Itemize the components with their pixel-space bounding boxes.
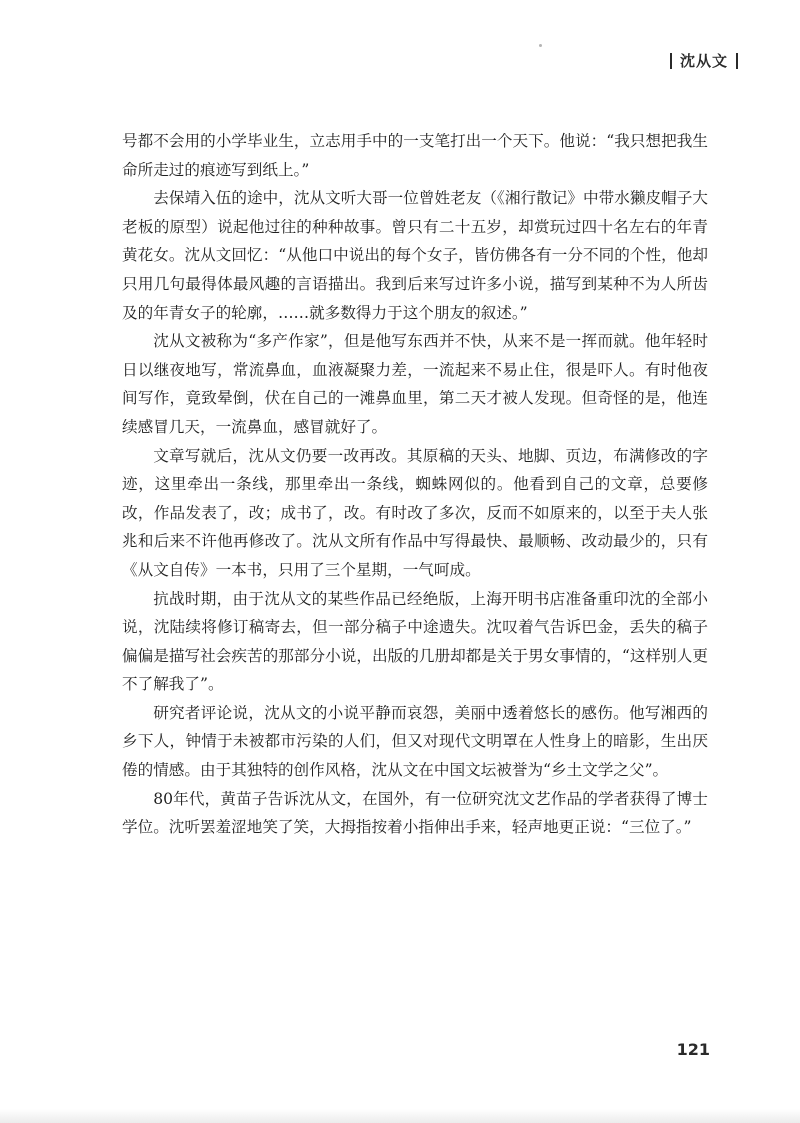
paragraph: 抗战时期，由于沈从文的某些作品已经绝版，上海开明书店准备重印沈的全部小说，沈陆续将修订稿寄去，但一部分稿子中途遗失。沈叹着气告诉巴金，丢失的稿子偏偏是描写社会疾苦的那部分小说，出版的几册却都是关于男女事情的，“这样别人更不了解我了”。 bbox=[122, 589, 708, 694]
running-header bbox=[670, 50, 738, 71]
paragraph: 80年代，黄苗子告诉沈从文，在国外，有一位研究沈文艺作品的学者获得了博士学位。沈听罢羞涩地笑了笑，大拇指按着小指伸出手来，轻声地更正说：“三位了。” bbox=[122, 789, 708, 837]
page-number: 121 bbox=[676, 1040, 710, 1059]
page-bottom-edge bbox=[0, 1109, 800, 1123]
body-text bbox=[122, 127, 708, 842]
paragraph: 文章写就后，沈从文仍要一改再改。其原稿的天头、地脚、页边，布满修改的字迹，这里牵出一条线，那里牵出一条线，蜘蛛网似的。他看到自己的文章，总要修改，作品发表了，改；成书了，改。有时改了多次，反而不如原来的，以至于夫人张兆和后来不许他再修改了。沈从文所有作品中写得最快、最顺畅、改动最少的，只有《从文自传》一本书，只用了三个星期，一气呵成。 bbox=[122, 446, 708, 579]
paragraph: 沈从文被称为“多产作家”，但是他写东西并不快，从来不是一挥而就。他年轻时日以继夜地写，常流鼻血，血液凝聚力差，一流起来不易止住，很是吓人。有时他夜间写作，竟致晕倒，伏在自己的一滩鼻血里，第二天才被人发现。但奇怪的是，他连续感冒几天，一流鼻血，感冒就好了。 bbox=[122, 332, 708, 436]
paragraph: 去保靖入伍的途中，沈从文听大哥一位曾姓老友（《湘行散记》中带水獭皮帽子大老板的原型）说起他过往的种种故事。曾只有二十五岁，却赏玩过四十名左右的年青黄花女。沈从文回忆：“从他口中说出的每个女子，皆仿佛各有一分不同的个性，他却只用几句最得体最风趣的言语描出。我到后来写过许多小说，描写到某种不为人所齿及的年青女子的轮廓，……就多数得力于这个朋友的叙述。” bbox=[122, 189, 708, 322]
header-right-bar bbox=[736, 53, 738, 69]
scan-speck bbox=[539, 44, 542, 47]
chapter-title: 沈从文 bbox=[679, 52, 728, 70]
header-left-bar bbox=[670, 53, 672, 69]
paragraph: 研究者评论说，沈从文的小说平静而哀怨，美丽中透着悠长的感伤。他写湘西的乡下人，钟情于未被都市污染的人们，但又对现代文明罩在人性身上的暗影，生出厌倦的情感。由于其独特的创作风格，沈从文在中国文坛被誉为“乡土文学之父”。 bbox=[122, 703, 708, 780]
paragraph: 号都不会用的小学毕业生，立志用手中的一支笔打出一个天下。他说：“我只想把我生命所走过的痕迹写到纸上。” bbox=[122, 132, 708, 179]
